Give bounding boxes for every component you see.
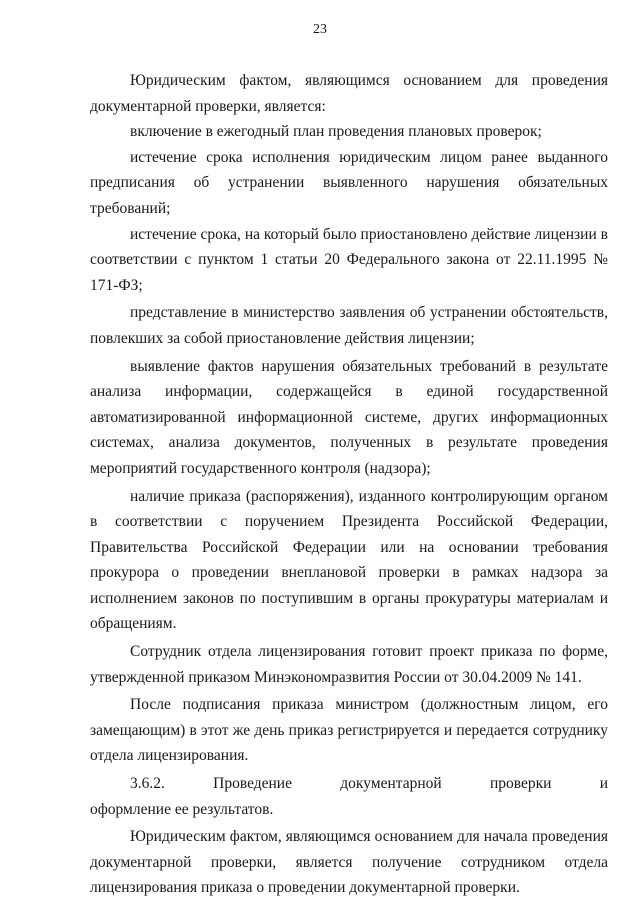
paragraph-order-issued: наличие приказа (распоряжения), изданного контролирующим органом в соответствии с поручением Президента Российской Федерации, Правительства Российской Федерации или на основании требования прокурора о проведении внеплановой проверки в рамках надзора за исполнением законов по поступившим в органы прокуратуры материалам и обращениям. [90,487,608,633]
section-heading-3-6-2: 3.6.2. Проведение документарной проверки и оформление ее результатов. [90,775,632,818]
page-number: 23 [313,22,327,37]
paragraph-violations-detected: выявление фактов нарушения обязательных требований в результате анализа информации, содержащейся в единой государственной автоматизированной информационной системе, других информационных системах, анализа документов, полученных в результате проведения мероприятий государственного контроля (надзора); [90,357,608,477]
paragraph-elimination-statement: представление в министерство заявления об устранении обстоятельств, повлекших за собой приостановление действия лицензии; [90,304,608,347]
document-body [90,68,632,901]
paragraph-draft-order: Сотрудник отдела лицензирования готовит проект приказа по форме, утвержденной приказом Минэкономразвития России от 30.04.2009 № 141. [90,643,608,686]
paragraph-annual-plan: включение в ежегодный план проведения плановых проверок; [130,123,542,141]
paragraph-order-registration: После подписания приказа министром (должностным лицом, его замещающим) в этот же день приказ регистрируется и передается сотруднику отдела лицензирования. [90,696,608,765]
paragraph-license-suspension-expiry: истечение срока, на который было приостановлено действие лицензии в соответствии с пунктом 1 статьи 20 Федерального закона от 22.11.1995 № 171-ФЗ; [90,225,608,294]
paragraph-legal-fact-start: Юридическим фактом, являющимся основанием для начала проведения документарной проверки, является получение сотрудником отдела лицензирования приказа о проведении документарной проверки. [90,828,608,897]
paragraph-legal-fact-intro: Юридическим фактом, являющимся основанием для проведения документарной проверки, является: [90,72,608,115]
paragraph-prescription-expiry: истечение срока исполнения юридическим лицом ранее выданного предписания об устранении выявленного нарушения обязательных требований; [90,148,608,217]
